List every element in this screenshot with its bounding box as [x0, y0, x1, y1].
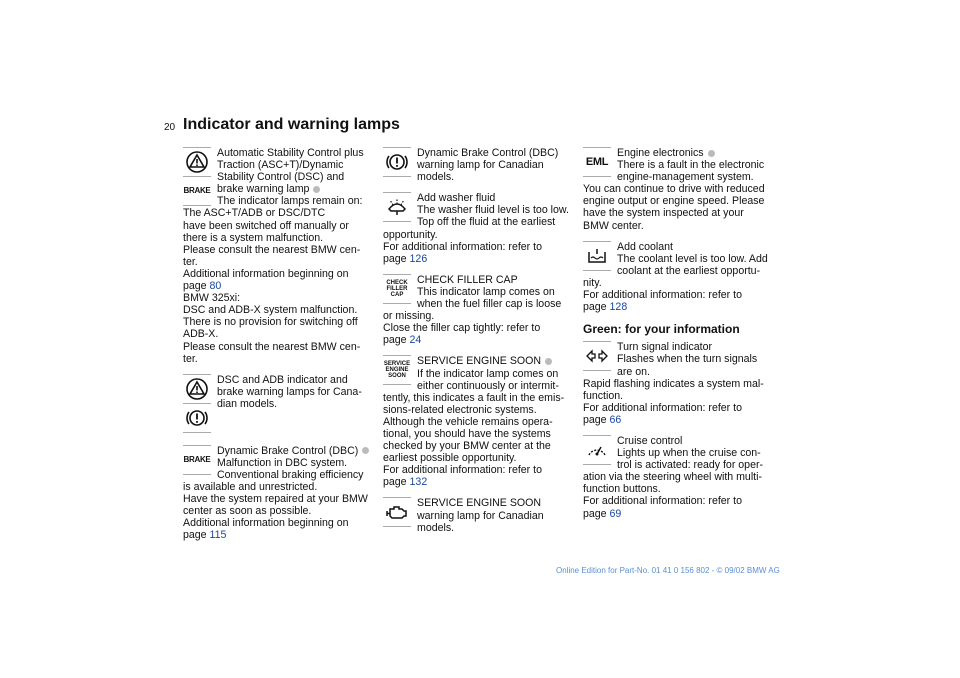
text-line: Add washer fluid — [417, 192, 496, 205]
text-line: warning lamp for Canadian — [417, 159, 544, 172]
bullet-icon — [708, 150, 715, 157]
text-line: are on. — [617, 365, 650, 378]
text-line: page 24 — [383, 334, 422, 347]
text-line: Have the system repaired at your BMW — [183, 493, 368, 506]
text-line: The washer fluid level is too low. — [417, 204, 569, 217]
text-line: Stability Control (DSC) and — [217, 171, 345, 184]
asc-triangle-icon — [183, 147, 211, 177]
entry-turn-signal — [583, 341, 775, 426]
text-line: is available and unrestricted. — [183, 480, 318, 493]
text-line: For additional information: refer to — [583, 289, 742, 302]
text-line: models. — [417, 171, 455, 184]
section-heading: Green: for your information — [583, 322, 740, 337]
brake-exclaim-icon — [183, 404, 211, 433]
text-line: center as soon as possible. — [183, 505, 312, 518]
text-line: Automatic Stability Control plus — [217, 147, 364, 159]
text-line: page 126 — [383, 252, 428, 265]
text-line: there is a system malfunction. — [183, 231, 324, 244]
text-line: ter. — [183, 352, 198, 365]
entry-service-engine-canada — [383, 497, 575, 533]
text-line: The indicator lamps remain on: — [217, 195, 363, 208]
text-line: dian models. — [217, 397, 278, 410]
text-line: SERVICE ENGINE SOON — [417, 497, 542, 510]
coolant-icon — [583, 241, 611, 271]
page-link[interactable]: 126 — [409, 252, 428, 265]
text-line: This indicator lamp comes on — [417, 285, 555, 298]
text-line: function buttons. — [583, 483, 661, 496]
page-link[interactable]: 128 — [609, 301, 628, 314]
text-line: Traction (ASC+T)/Dynamic — [217, 159, 344, 172]
icon-stack — [183, 445, 213, 475]
text-line: page 66 — [583, 413, 622, 426]
text-line: or missing. — [383, 310, 435, 323]
text-line: Top off the fluid at the earliest — [417, 216, 556, 229]
text-line: There is no provision for switching off — [183, 316, 358, 329]
entry-washer-fluid — [383, 192, 575, 265]
page-title: Indicator and warning lamps — [183, 116, 400, 133]
footer-copyright: Online Edition for Part-No. 01 41 0 156 802 - © 09/02 BMW AG — [556, 566, 780, 575]
brake-exclaim-icon — [383, 147, 411, 177]
text-line: sions-related electronic systems. — [383, 403, 537, 416]
text-line: tently, this indicates a fault in the emis- — [383, 391, 565, 404]
icon-stack — [383, 192, 413, 222]
text-line: For additional information: refer to — [383, 240, 542, 253]
text-line: have the system inspected at your — [583, 207, 744, 220]
text-line: Cruise control — [617, 434, 683, 447]
bullet-icon — [313, 186, 320, 193]
page-link[interactable]: 69 — [609, 507, 622, 520]
text-line: warning lamp for Canadian — [417, 509, 544, 522]
text-line: opportunity. — [383, 228, 438, 241]
cruise-control-icon — [583, 435, 611, 465]
column-1 — [183, 147, 373, 550]
text-line: ter. — [183, 255, 198, 268]
text-line: Rapid flashing indicates a system mal- — [583, 377, 764, 390]
text-line: Dynamic Brake Control (DBC) — [417, 147, 559, 159]
text-line: For additional information: refer to — [383, 464, 542, 477]
text-line: page 128 — [583, 301, 628, 314]
text-line: when the fuel filler cap is loose — [417, 298, 562, 311]
icon-stack — [583, 435, 613, 465]
bullet-icon — [362, 447, 369, 454]
text-line: brake warning lamps for Cana- — [217, 385, 362, 398]
text-line: Turn signal indicator — [617, 341, 712, 354]
icon-stack — [383, 147, 413, 177]
text-line: Please consult the nearest BMW cen- — [183, 340, 361, 353]
engine-icon — [383, 497, 411, 527]
text-line: page 115 — [183, 529, 227, 542]
text-line: There is a fault in the electronic — [617, 159, 765, 172]
text-line: Please consult the nearest BMW cen- — [183, 243, 361, 256]
page-number: 20 — [164, 122, 176, 133]
entry-dbc-canada — [383, 147, 575, 183]
column-3 — [583, 147, 775, 529]
text-line: engine-management system. — [617, 171, 754, 184]
text-line: page 69 — [583, 507, 622, 520]
entry-dbc — [183, 445, 373, 542]
page-link[interactable]: 24 — [409, 334, 422, 347]
text-line: BMW 325xi: — [183, 292, 241, 305]
text-line: page 80 — [183, 280, 222, 293]
text-line: Dynamic Brake Control (DBC) — [183, 445, 373, 457]
text-line: engine output or engine speed. Please — [583, 195, 765, 208]
turn-signal-icon — [583, 341, 611, 371]
text-line: The ASC+T/ADB or DSC/DTC — [183, 207, 326, 220]
text-line: either continuously or intermit- — [417, 379, 559, 392]
text-line: Conventional braking efficiency — [217, 468, 364, 481]
text-line: Flashes when the turn signals — [617, 353, 758, 366]
text-line: Add coolant — [617, 240, 673, 253]
text-line: ADB-X. — [183, 328, 219, 341]
text-line: For additional information: refer to — [583, 495, 742, 508]
icon-stack — [383, 497, 413, 527]
page-link[interactable]: 66 — [609, 413, 622, 426]
page-link[interactable]: 132 — [409, 476, 428, 489]
bullet-icon — [545, 358, 552, 365]
text-line: function. — [583, 389, 624, 402]
text-line: Malfunction in DBC system. — [217, 456, 348, 469]
icon-stack — [183, 374, 213, 433]
text-line: have been switched off manually or — [183, 219, 349, 232]
brake-text-icon: BRAKE — [183, 177, 211, 206]
entry-dsc-canada — [183, 374, 373, 433]
text-line: Although the vehicle remains opera- — [383, 415, 553, 428]
text-line: tional, you should have the systems — [383, 427, 551, 440]
entry-asc-dsc — [183, 147, 373, 365]
washer-fluid-icon — [383, 192, 411, 222]
text-line: coolant at the earliest opportu- — [617, 264, 761, 277]
text-line: CHECK FILLER CAP — [417, 273, 518, 286]
icon-stack — [583, 241, 613, 271]
text-line: earliest possible opportunity. — [383, 452, 517, 465]
icon-stack — [583, 147, 613, 177]
text-line: Additional information beginning on — [183, 517, 349, 530]
check-filler-cap-icon: CHECK FILLER CAP — [383, 274, 411, 304]
text-line: page 132 — [383, 476, 428, 489]
text-line: DSC and ADB indicator and — [217, 373, 348, 386]
icon-stack — [183, 147, 213, 206]
text-line: For additional information: refer to — [583, 401, 742, 414]
text-line: models. — [417, 521, 455, 534]
page-link[interactable]: 80 — [209, 280, 222, 293]
text-line: brake warning lamp — [183, 183, 373, 195]
text-line: DSC and ADB-X system malfunction. — [183, 304, 358, 317]
column-2 — [383, 147, 575, 543]
service-engine-soon-icon: SERVICE ENGINE SOON — [383, 355, 411, 385]
icon-stack — [383, 355, 413, 385]
asc-triangle-icon — [183, 374, 211, 404]
text-line: If the indicator lamp comes on — [417, 367, 559, 380]
brake-text-icon: BRAKE — [183, 445, 211, 475]
entry-engine-electronics — [583, 147, 775, 232]
text-line: The coolant level is too low. Add — [617, 252, 768, 265]
entry-service-engine-soon — [383, 355, 575, 488]
text-line: ation via the steering wheel with multi- — [583, 471, 763, 484]
entry-cruise-control — [583, 435, 775, 520]
icon-stack — [583, 341, 613, 371]
eml-icon: EML — [583, 147, 611, 177]
text-line: Lights up when the cruise con- — [617, 447, 761, 460]
text-line: Close the filler cap tightly: refer to — [383, 322, 541, 335]
text-line: trol is activated: ready for oper- — [617, 459, 764, 472]
text-line: You can continue to drive with reduced — [583, 183, 765, 196]
entry-check-filler-cap — [383, 274, 575, 347]
text-line: checked by your BMW center at the — [383, 440, 551, 453]
entry-add-coolant — [583, 241, 775, 314]
icon-stack — [383, 274, 413, 304]
text-line: nity. — [583, 276, 602, 289]
text-line: Engine electronics — [583, 147, 775, 159]
text-line: Additional information beginning on — [183, 267, 349, 280]
text-line: BMW center. — [583, 219, 644, 232]
text-line: SERVICE ENGINE SOON — [383, 355, 575, 367]
page-link[interactable]: 115 — [209, 529, 227, 542]
